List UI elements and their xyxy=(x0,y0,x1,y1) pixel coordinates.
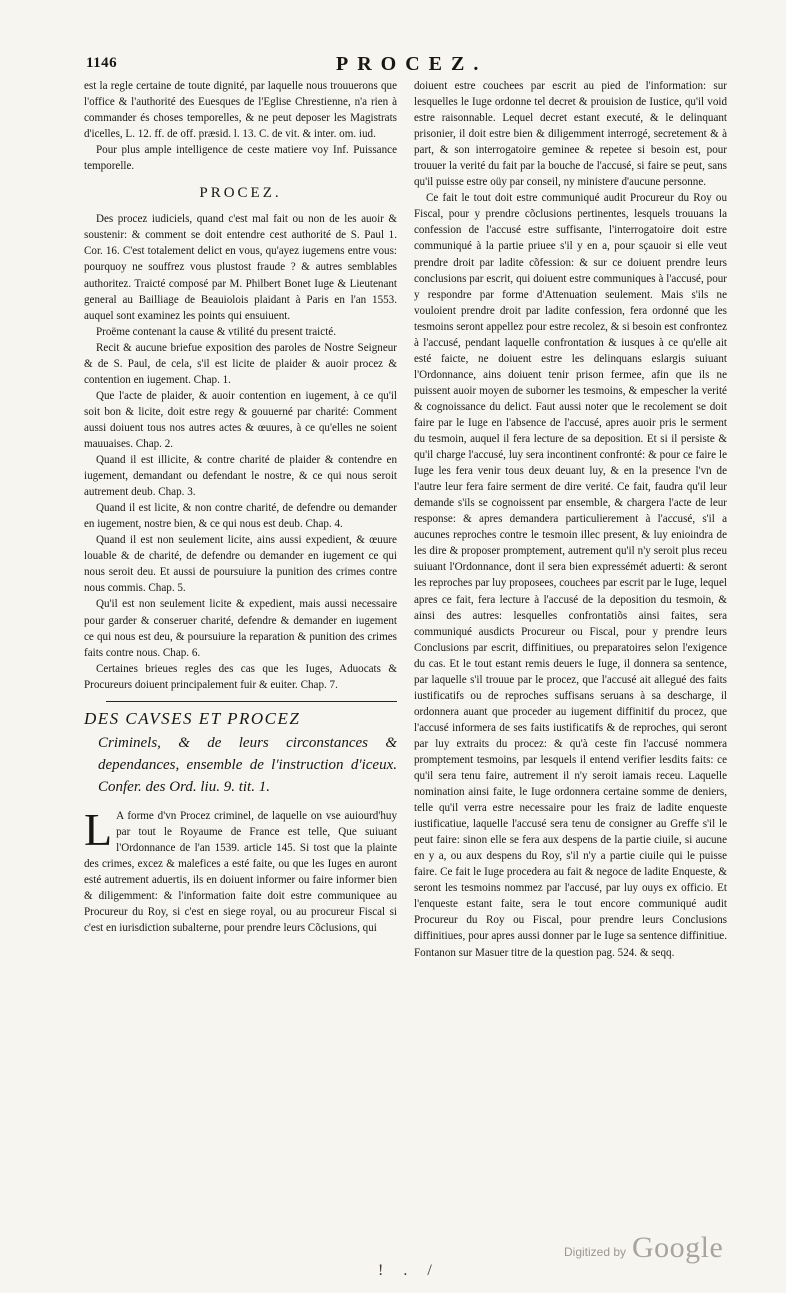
digitized-by-label: Digitized by xyxy=(564,1245,627,1259)
left-column xyxy=(84,78,397,936)
paragraph: Qu'il est non seulement licite & expedient, mais aussi necessaire pour garder & conseruer charité, defendre & demander en iugement ce qui nous est deu, & poursuiure la reparation & punition des crimes faits contre nous. Chap. 6. xyxy=(84,598,397,659)
running-head: PROCEZ. xyxy=(336,53,488,75)
paragraph: Des procez iudiciels, quand c'est mal fait ou non de les auoir & soustenir: & comment se doit entendre cest authorité de S. Paul 1. Cor. 16. C'est totalement delict en vous, qu'ayez iugemens entre vous: pourquoy ne souffrez vous plustost fraude ? & autres semblables authoritez. Traicté composé par M. Philbert Bonet Iuge & Lieutenant general au Bailliage de Beauiolois plaidant à Paris en l'an 1553. auquel sont examinez les points qui ensuiuent. xyxy=(84,213,397,322)
paragraph: Quand il est licite, & non contre charité, de defendre ou demander en iugement, nostre bien, & ce qui nous est deub. Chap. 4. xyxy=(84,502,397,531)
page-marks: ! . / xyxy=(378,1262,440,1279)
paragraph: Proëme contenant la cause & vtilité du present traicté. xyxy=(96,325,336,338)
right-column xyxy=(414,78,727,961)
chapter-subheading: Criminels, & de leurs circonstances & dependances, ensemble de l'instruction d'iceux. Confer. des Ord. liu. 9. tit. 1. xyxy=(98,734,397,795)
paragraph: est la regle certaine de toute dignité, par laquelle nous trouuerons que l'office & l'authorité des Euesques de l'Eglise Chrestienne, n'a rien à commander és choses temporelles, & ne peut deposer les Magistrats d'icelles, L. 12. ff. de off. præsid. l. 13. C. de vit. & inter. om. iud. xyxy=(84,80,397,141)
paragraph: Ce fait le tout doit estre communiqué audit Procureur du Roy ou Fiscal, pour y prendre cõclusions pertinentes, lesquels trouuans la confession de l'accusé estre suffisante, l'interrogatoire doit estre communiqué à la partie priuee s'il y en a, pour sçauoir si elle veut prendre droit par ladite cõfession: & sur ce doiuent prendre leurs conclusions par escrit, qui doiuent estre communiques à l'accusé, pour y respondre par forme d'Attenuation seulement. Mais s'ils ne vouloient prendre droit par ladite confession, fera ordonné que les tesmoins seront appellez pour estre recolez, & si besoin est confrontez à l'accusé, pendant laquelle confrontation & iusques à ce qu'elle ait esté faicte, ne doiuent estre les delinquans eslargis suiuant l'Ordonnance, ains doiuent tenir prison fermee, afin que ils ne puissent auoir moyen de suborner les tesmoins, & empescher la verité & cognoissance du delict. Faut aussi noter que le recolement se doit faire par le Iuge en l'absence de l'accusé, apres auoir pris le serment du tesmoin, auquel il fera lecture de sa deposition. Et si il persiste & qu'il charge l'accusé, luy sera incontinent confronté: & pour ce faire le Iuge les fera venir tous deux deuant luy, & en la presence l'vn de l'autre leur fera faire serment de dire verité. Ce fait, faudra qu'il leur demande s'ils se cognoissent par ensemble, & chargera l'acte de leur response: & apres demandera particulierement à l'accusé, s'il a aucunes reproches contre le tesmoin illec present, & luy enioindra de les dire & proposer promptement, autrement qu'il n'y seroit plus receu suiuant l'Ordonnance, dont il sera bien expressémét aduerti: & seront les reproches par luy proposees, couchees par escrit par le Iuge, lequel apres ce fait, fera lecture à l'accusé de la deposition du tesmoin, & ainsi des autres: lesquelles confrontatiõs ainsi faites, sera communiqué ausdicts Procureur ou Fiscal, pour y prendre leurs Conclusions par escrit, diffinitiues, ou preparatoires selon l'exigence du cas. Et le tout estant remis deuers le Iuge, il donnera sa sentence, par laquelle s'il trouue par le procez, que l'accusé ait allegué des faits iustificatifs ou de reproches suffisans seruans à sa descharge, il ordonnera auant que proceder au iugement diffinitif du procez, que l'accusé informera de ses faits iustificatifs & de reproches, qui seront par luy extraits du procez: & qu'à ceste fin l'accusé nommera promptement tesmoins, par lesquels il entend verifier lesdits faits: ce qu'il sera tenu faire, autrement il n'y seroit iamais receu. Laquelle nomination ainsi faite, le Iuge ordonnera certaine somme de deniers, telle qu'il verra estre necessaire pour les fraiz de ladite enqueste iustificatiue, laquelle l'accusé sera tenu de consigner au Greffe s'il le peut faire: sinon elle se fera aux despens de la partie ciuile, si aucune en y a, ou aux despens du Roy, s'il n'y a partie ciuile qui le puisse faire. Ce fait le Iuge procedera au fait & negoce de ladite Enqueste, & seront les tesmoins nommez par l'accusé, par luy ouys ex officio. Et l'enqueste estant faite, sera le tout encore communiqué audit Procureur du Roy ou Fiscal, pour prendre leurs Conclusions diffinitiues, pour apres aussi donner par le Iuge sa sentence diffinitiue. Fontanon sur Masuer titre de la question pag. 524. & seqq. xyxy=(414,192,727,959)
paragraph: doiuent estre couchees par escrit au pied de l'information: sur lesquelles le Iuge ordonne tel decret & prouision de Iustice, qu'il void estre raisonnable. Lequel decret estant executé, & le delinquant prisonier, il doit estre bien & diligemment interrogé, secretement & à part, & son interrogatoire geminee & repetee si besoin est, pour trouuer la verité du fait par la bouche de l'accusé, si faire se peut, sans qu'il puisse estre oüy par conseil, ny ministere d'aucune personne. xyxy=(414,80,727,189)
paragraph: Recit & aucune briefue exposition des paroles de Nostre Seigneur & de S. Paul, de cela, s'il est licite de plaider & auoir procez & contention en iugement. Chap. 1. xyxy=(84,341,397,386)
paragraph: Quand il est non seulement licite, ains aussi expedient, & œuure louable & de charité, de defendre ou demander en iugement ce qui nous seroit deu. Et aussi de poursuiure la punition des crimes contre nous commis. Chap. 5. xyxy=(84,534,397,595)
section-title: PROCEZ. xyxy=(199,185,282,202)
page-number: 1146 xyxy=(86,55,118,71)
page-header xyxy=(86,55,706,79)
google-logo: Google xyxy=(632,1231,724,1264)
paragraph: Quand il est illicite, & contre charité de plaider & contendre en iugement, demandant ou defendant le nostre, & ce qui nous seroit autrement deub. Chap. 3. xyxy=(84,454,397,499)
drop-cap: L xyxy=(84,803,113,855)
paragraph-text: A forme d'vn Procez criminel, de laquelle on vse auiourd'huy par tout le Royaume de France est telle, Que suiuant l'Ordonnance de l'an 1539. article 145. Si tost que la plainte des crimes, excez & malefices a esté faite, ou que les Iuges en auront esté autrement aduertis, ils en doiuent informer ou faire informer bien & diligemment: & l'information faite doit estre communiquee au Procureur du Roy, si c'est en siege royal, ou au procureur Fiscal si c'est en iurisdiction subalterne, pour prendre leurs Cõclusions, qui xyxy=(84,809,397,935)
paragraph: Pour plus ample intelligence de ceste matiere voy Inf. Puissance temporelle. xyxy=(84,144,397,173)
chapter-heading: DES CAVSES ET PROCEZ xyxy=(84,708,301,728)
paragraph xyxy=(84,803,397,936)
divider xyxy=(106,701,397,702)
paragraph: Que l'acte de plaider, & auoir contention en iugement, à ce qu'il soit bon & licite, doit estre regy & gouuerné par charité: Comment aussi doiuent tous nos autres actes & œuures, à ce qu'elles ne soient mauuaises. Chap. 2. xyxy=(84,389,397,450)
google-watermark xyxy=(564,1229,744,1265)
paragraph: Certaines brieues regles des cas que les Iuges, Aduocats & Procureurs doiuent principalement fuir & euiter. Chap. 7. xyxy=(84,662,397,691)
